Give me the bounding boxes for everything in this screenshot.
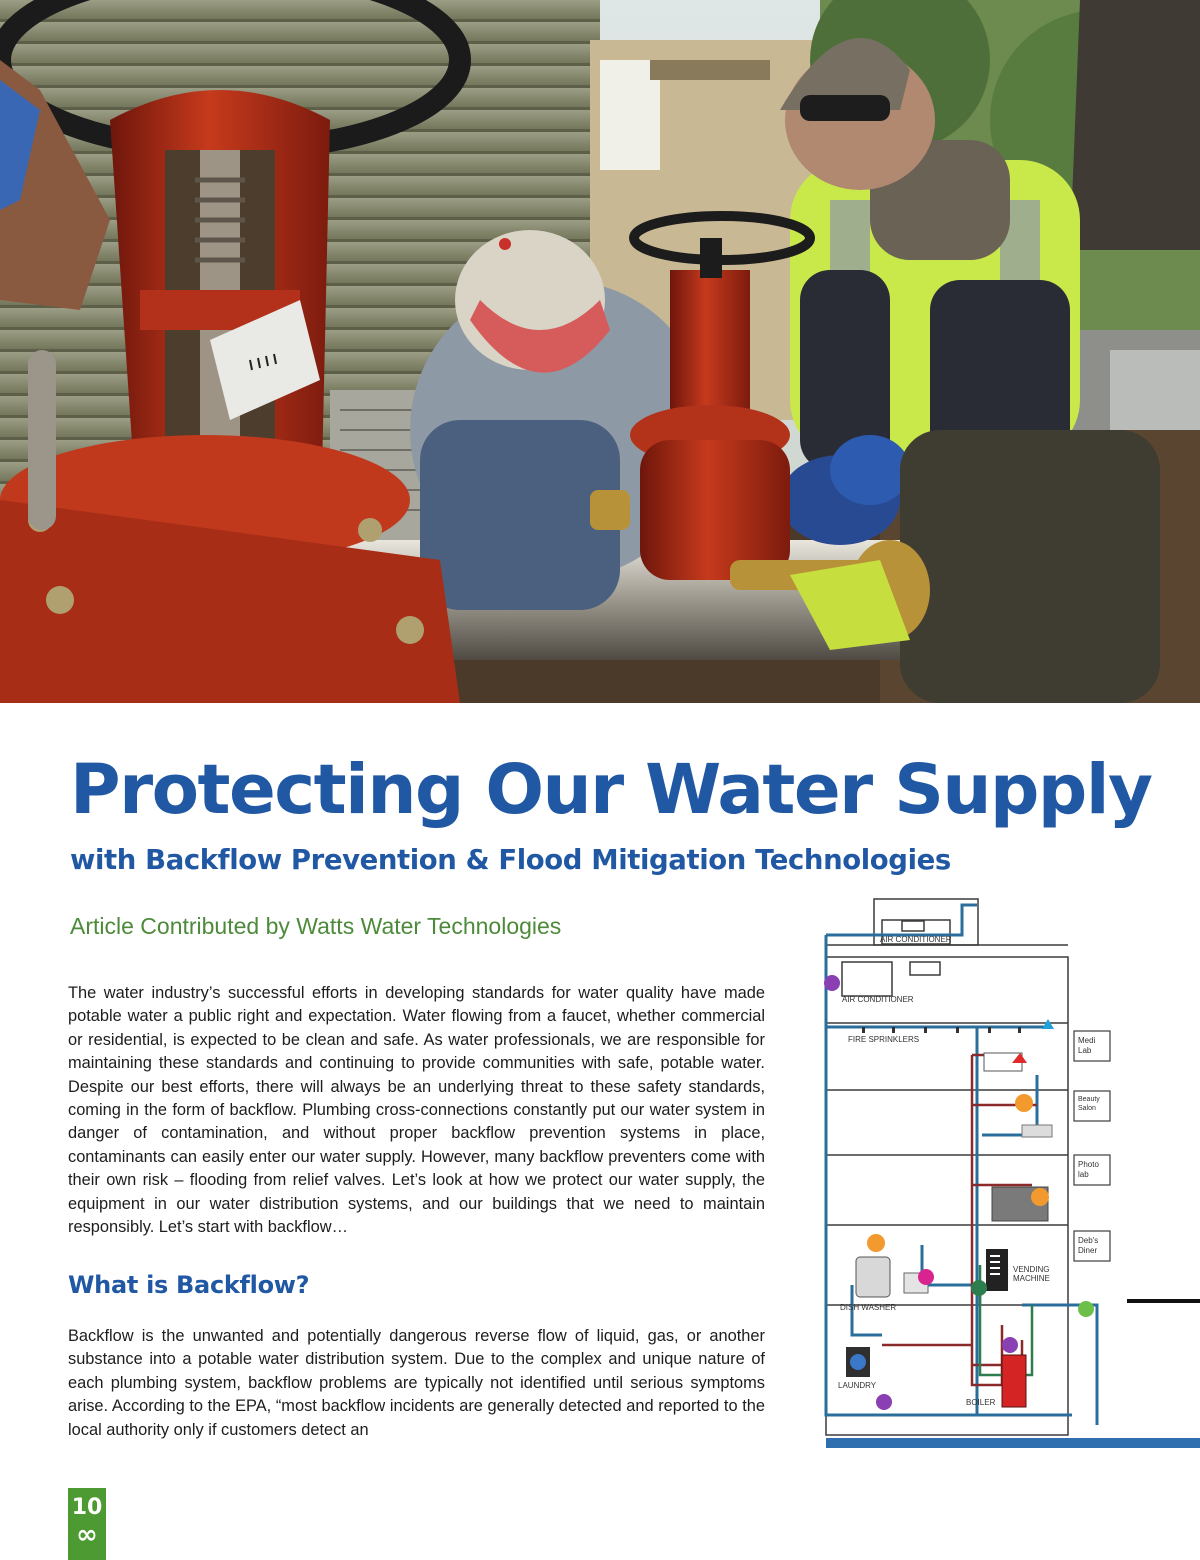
marker-purple [824,975,840,991]
label-vending-2: MACHINE [1013,1274,1050,1283]
label-photo-2: lab [1078,1170,1089,1179]
article-byline: Article Contributed by Watts Water Technologies [70,913,562,939]
label-vending-1: VENDING [1013,1265,1050,1274]
label-air-conditioner-top: AIR CONDITIONER [880,935,952,944]
page-number: 10 [71,1495,103,1520]
article-title: Protecting Our Water Supply [70,750,1152,830]
marker-purple [1002,1337,1018,1353]
plumbing-diagram [822,885,1200,1505]
label-beauty-1: Beauty [1078,1096,1100,1103]
label-medi-1: Medi [1078,1036,1096,1045]
label-photo-1: Photo [1078,1160,1099,1169]
tenant-boxes [1074,1031,1110,1261]
label-dish-washer: DISH WASHER [840,1303,897,1312]
label-beauty-2: Salon [1078,1105,1096,1112]
marker-purple [876,1394,892,1410]
backflow-paragraph: Backflow is the unwanted and potentially dangerous reverse flow of liquid, gas, or another substance into a potable water distribution system. Due to the complex and unique nature of each plumbing system, backflow problems are typically not identified until serious symptoms arise. According to the EPA, “most backflow incidents are generally detected and reported to the local authority only if customers detect an [68,1327,765,1439]
marker-magenta [918,1269,934,1285]
label-laundry: LAUNDRY [838,1381,877,1390]
article-subtitle: with Backflow Prevention & Flood Mitigation Technologies [70,844,951,876]
marker-orange [1031,1188,1049,1206]
label-boiler: BOILER [966,1398,996,1407]
label-debs-1: Deb's [1078,1236,1099,1245]
hero-photo-illustration [0,0,1200,703]
marker-green [1078,1301,1094,1317]
label-air-conditioner: AIR CONDITIONER [842,995,914,1004]
label-fire-sprinklers: FIRE SPRINKLERS [848,1035,920,1044]
intro-paragraph: The water industry’s successful efforts in developing standards for water quality have made potable water a public right and expectation. Water flowing from a faucet, whether commercial or residential, is expected to be clean and safe. As water professionals, we are responsible for maintaining these standards and continuing to provide communities with safe, potable water. Despite our best efforts, there will always be an underlying threat to these safety standards, coming in the form of backflow. Plumbing cross-connections constantly put our water system in danger of contamination, and without proper backflow prevention systems in place, contaminants can easily enter our water supply. However, many backflow preventers come with their own risk – flooding from relief valves. Let’s look at how we protect our water supply, the equipment in our water distribution systems, and our buildings that we need to maintain responsibly. Let’s start with backflow… [68,984,765,1237]
marker-orange [1015,1094,1033,1112]
page-number-badge [68,1488,106,1560]
hero-photo [0,0,1200,703]
marker-orange [867,1234,885,1252]
marker-green [971,1280,987,1296]
label-debs-2: Diner [1078,1246,1098,1255]
infinity-icon: ∞ [76,1520,98,1550]
section-heading: What is Backflow? [68,1271,310,1299]
label-medi-2: Lab [1078,1046,1092,1055]
